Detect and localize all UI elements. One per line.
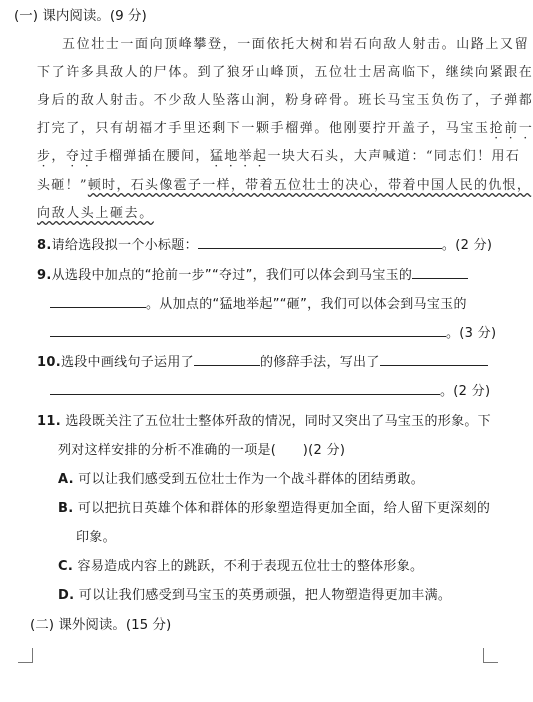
option-key: D. <box>58 588 75 603</box>
answer-blank[interactable] <box>380 353 488 366</box>
emphasis-char: 步 <box>37 149 52 164</box>
underlined-sentence: 顿时，石头像雹子一样，带着五位壮士的决心，带着中国人民的仇恨， <box>87 178 532 193</box>
option-text: 可以让我们感受到马宝玉的英勇顽强，把人物塑造得更加丰满。 <box>78 588 452 603</box>
option-text: 可以让我们感受到五位壮士作为一个战斗群体的团结勇敢。 <box>78 472 425 487</box>
answer-blank[interactable] <box>50 295 146 308</box>
question-11-line-1 <box>37 410 491 429</box>
question-8 <box>37 234 492 253</box>
option-c[interactable] <box>58 555 423 574</box>
answer-blank[interactable] <box>194 353 260 366</box>
emphasis-char: 猛 <box>209 149 225 164</box>
question-text: 选段既关注了五位壮士整体歼敌的情况，同时又突出了马宝玉的形象。下 <box>65 414 491 429</box>
passage-line-4 <box>37 117 533 136</box>
emphasis-char: 一 <box>518 121 533 136</box>
question-score: 。(2 分) <box>441 238 493 253</box>
question-text: 的修辞手法，写出了 <box>259 355 380 370</box>
emphasis-char: 抢 <box>489 121 505 136</box>
passage-line-6 <box>37 174 531 193</box>
question-number: 8. <box>37 238 52 253</box>
question-10-line-1 <box>37 351 488 370</box>
section-title-1: (一) 课内阅读。(9 分) <box>14 8 147 24</box>
question-text: 。从加点的“猛地举起”“砸”，我们可以体会到马宝玉的 <box>146 297 467 312</box>
emphasis-char: 夺 <box>65 149 81 164</box>
passage-line-7 <box>37 202 154 221</box>
question-10-line-2 <box>50 380 490 399</box>
question-9-line-3 <box>50 322 496 341</box>
option-key: A. <box>58 472 74 487</box>
section-title-2: (二) 课外阅读。(15 分) <box>30 617 172 633</box>
emphasis-char: 起 <box>253 149 268 164</box>
option-key: C. <box>58 559 74 574</box>
passage-line-5 <box>37 145 520 164</box>
underlined-sentence: 向敌人头上砸去。 <box>37 206 154 221</box>
answer-blank[interactable] <box>50 382 440 395</box>
question-text: 请给选段拟一个小标题： <box>51 238 198 253</box>
page-corner-mark-left <box>18 648 33 663</box>
option-b-continued: 印象。 <box>76 530 116 545</box>
question-9-line-1 <box>37 264 468 283</box>
option-key: B. <box>58 501 74 516</box>
passage-text: 一块大石头，大声喊道：“同志们！用石 <box>267 149 521 164</box>
answer-blank[interactable] <box>50 324 446 337</box>
passage-text: ， <box>51 149 66 164</box>
question-score: 。(2 分) <box>440 384 491 399</box>
passage-text: 头砸！” <box>37 178 88 193</box>
answer-blank[interactable] <box>412 266 468 279</box>
question-score: 。(3 分) <box>446 326 497 341</box>
emphasis-char: 地 <box>224 149 239 164</box>
passage-line-3: 身后的敌人射击。不少敌人坠落山涧，粉身碎骨。班长马宝玉负伤了，子弹都 <box>37 93 533 108</box>
question-number: 10. <box>37 355 61 370</box>
emphasis-char: 过 <box>80 149 95 164</box>
question-9-line-2 <box>50 293 467 312</box>
question-text: 从选段中加点的“抢前一步”“夺过”，我们可以体会到马宝玉的 <box>51 268 413 283</box>
question-11-line-2: 列对这样安排的分析不准确的一项是( )(2 分) <box>58 443 346 458</box>
option-b[interactable] <box>58 497 490 516</box>
passage-text: 打完了，只有胡福才手里还剩下一颗手榴弹。他刚要拧开盖子，马宝玉 <box>37 121 490 136</box>
question-text: 选段中画线句子运用了 <box>60 355 194 370</box>
option-a[interactable] <box>58 468 424 487</box>
question-number: 9. <box>37 268 52 283</box>
option-text: 容易造成内容上的跳跃，不利于表现五位壮士的整体形象。 <box>77 559 424 574</box>
option-text: 可以把抗日英雄个体和群体的形象塑造得更加全面，给人留下更深刻的 <box>77 501 491 516</box>
answer-blank[interactable] <box>198 236 442 249</box>
passage-line-2: 下了许多具敌人的尸体。到了狼牙山峰顶，五位壮士居高临下，继续向紧跟在 <box>37 65 533 80</box>
passage-text: 手榴弹插在腰间， <box>94 149 210 164</box>
page-corner-mark-right <box>483 648 498 663</box>
question-number: 11. <box>37 414 61 429</box>
emphasis-char: 举 <box>238 149 254 164</box>
option-d[interactable] <box>58 584 451 603</box>
passage-line-1: 五位壮士一面向顶峰攀登，一面依托大树和岩石向敌人射击。山路上又留 <box>62 37 530 52</box>
emphasis-char: 前 <box>504 121 519 136</box>
